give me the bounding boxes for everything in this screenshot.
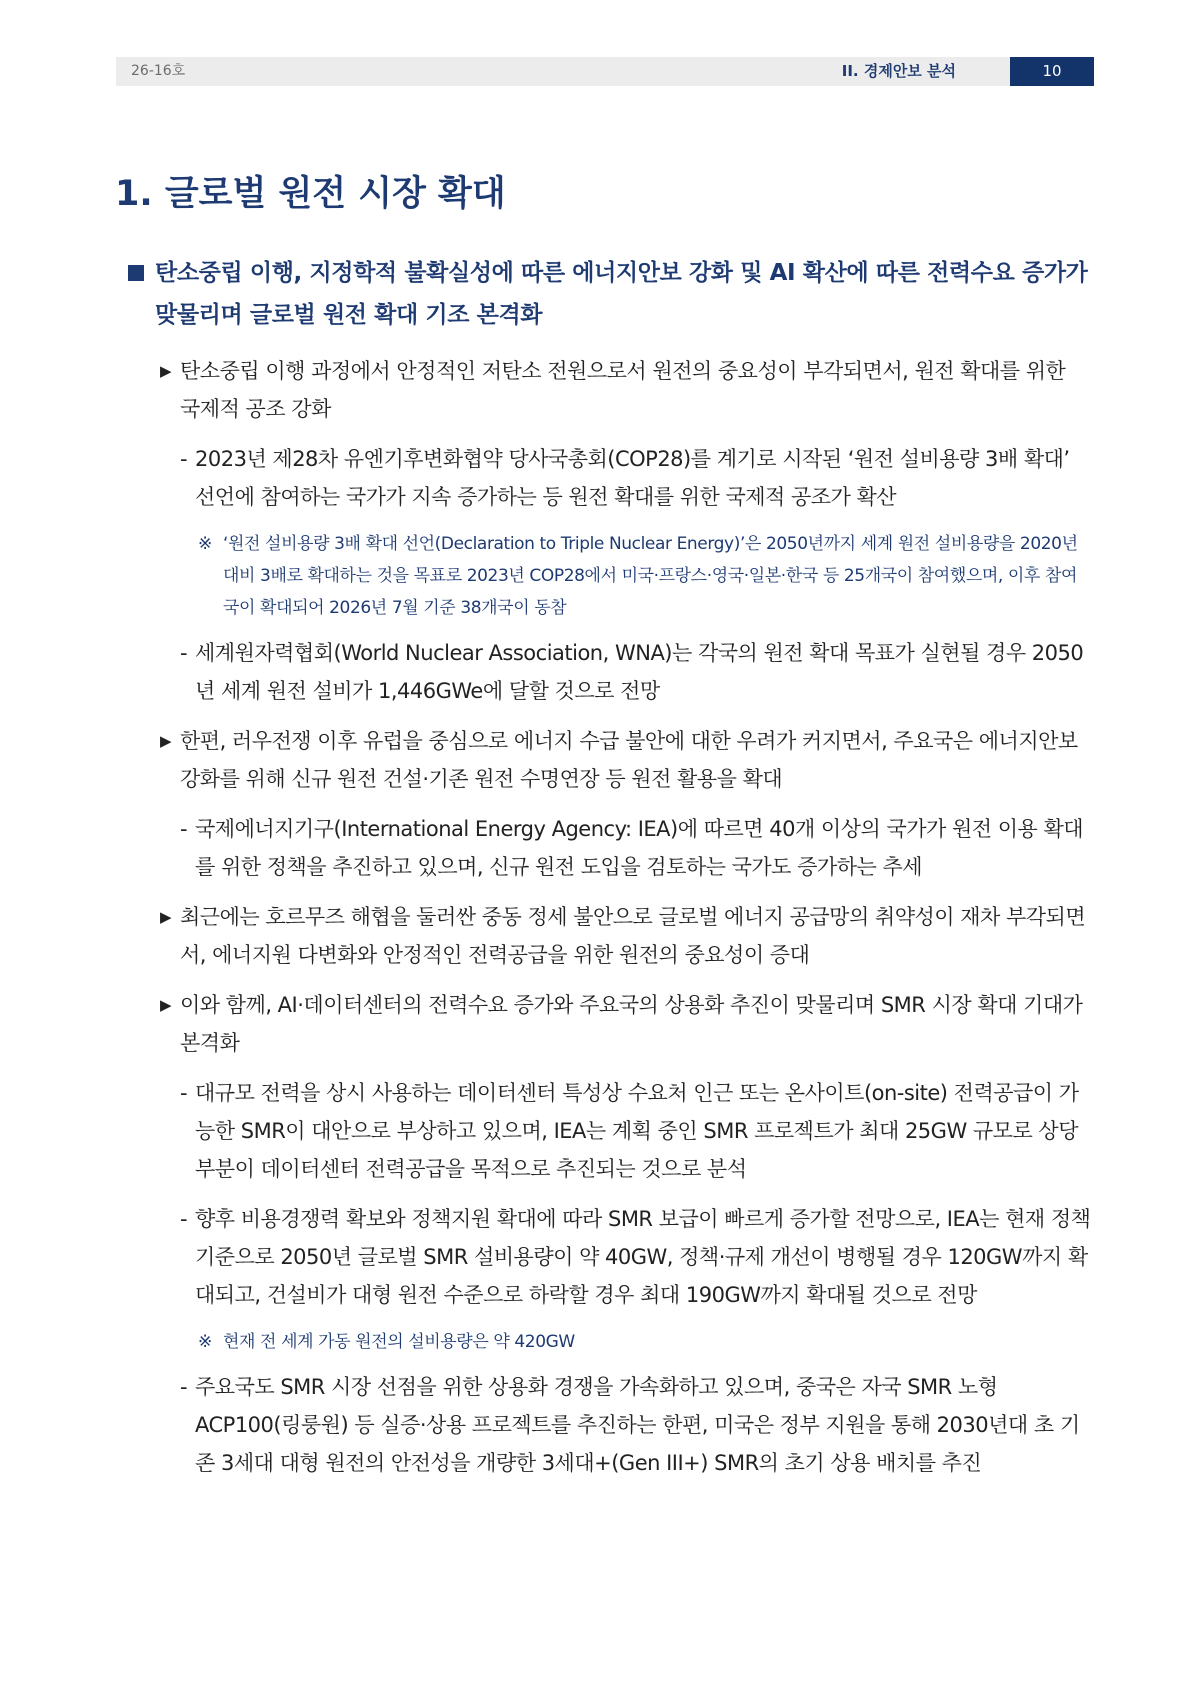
triangle-bullet-icon: ▶ [160, 362, 172, 380]
triangle-bullet-icon: ▶ [160, 996, 172, 1014]
sub-item [180, 440, 1092, 516]
issue-number: 26-16호 [131, 63, 186, 79]
note-item-text: 현재 전 세계 가동 원전의 설비용량은 약 420GW [223, 1332, 575, 1352]
sub-item-text: 대규모 전력을 상시 사용하는 데이터센터 특성상 수요처 인근 또는 온사이트(on-site) 전력공급이 가능한 SMR이 대안으로 부상하고 있으며, IEA는 계획 중인 SMR 프로젝트가 최대 25GW 규모로 상당 부분이 데이터센터 전력공급을 목적으로 추진되는 것으로 분석 [195, 1081, 1079, 1181]
sub-item-text: 향후 비용경쟁력 확보와 정책지원 확대에 따라 SMR 보급이 빠르게 증가할 전망으로, IEA는 현재 정책 기준으로 2050년 글로벌 SMR 설비용량이 약 40GW, 정책·규제 개선이 병행될 경우 120GW까지 확대되고, 건설비가 대형 원전 수준으로 하락할 경우 최대 190GW까지 확대될 것으로 전망 [195, 1207, 1091, 1307]
dash-marker: - [180, 817, 188, 841]
note-item [198, 1326, 1092, 1358]
bullet-item [160, 898, 1090, 974]
dash-marker: - [180, 641, 188, 665]
page-title: 1. 글로벌 원전 시장 확대 [115, 174, 506, 214]
page-header [116, 57, 1094, 86]
dash-marker: - [180, 1207, 188, 1231]
sub-item [180, 1368, 1092, 1482]
reference-mark-icon: ※ [198, 1332, 212, 1352]
bullet-item-text: 탄소중립 이행 과정에서 안정적인 저탄소 전원으로서 원전의 중요성이 부각되면서, 원전 확대를 위한 국제적 공조 강화 [180, 359, 1066, 421]
section-heading-text: 탄소중립 이행, 지정학적 불확실성에 따른 에너지안보 강화 및 AI 확산에 따른 전력수요 증가가 맞물리며 글로벌 원전 확대 기조 본격화 [155, 260, 1088, 328]
dash-marker: - [180, 1375, 188, 1399]
body-content [0, 352, 1200, 1494]
bullet-item-text: 한편, 러우전쟁 이후 유럽을 중심으로 에너지 수급 불안에 대한 우려가 커지면서, 주요국은 에너지안보 강화를 위해 신규 원전 건설·기존 원전 수명연장 등 원전 활용을 확대 [180, 729, 1078, 791]
bullet-item-text: 이와 함께, AI·데이터센터의 전력수요 증가와 주요국의 상용화 추진이 맞물리며 SMR 시장 확대 기대가 본격화 [180, 993, 1083, 1055]
bullet-item [160, 986, 1090, 1062]
dash-marker: - [180, 447, 188, 471]
sub-item [180, 634, 1092, 710]
triangle-bullet-icon: ▶ [160, 908, 172, 926]
dash-marker: - [180, 1081, 188, 1105]
square-bullet-icon [128, 265, 144, 281]
bullet-item [160, 352, 1090, 428]
sub-item-text: 주요국도 SMR 시장 선점을 위한 상용화 경쟁을 가속화하고 있으며, 중국은 자국 SMR 노형 ACP100(링룽원) 등 실증·상용 프로젝트를 추진하는 한편, 미국은 정부 지원을 통해 2030년대 초 기존 3세대 대형 원전의 안전성을 개량한 3세대+(Gen III+) SMR의 초기 상용 배치를 추진 [195, 1375, 1080, 1475]
note-item [198, 528, 1092, 624]
sub-item-text: 2023년 제28차 유엔기후변화협약 당사국총회(COP28)를 계기로 시작된 ‘원전 설비용량 3배 확대’ 선언에 참여하는 국가가 지속 증가하는 등 원전 확대를 위한 국제적 공조가 확산 [195, 447, 1070, 509]
page-number: 10 [1010, 57, 1094, 86]
reference-mark-icon: ※ [198, 534, 212, 554]
section-heading [128, 252, 1088, 336]
section-title: II. 경제안보 분석 [841, 62, 956, 80]
triangle-bullet-icon: ▶ [160, 732, 172, 750]
bullet-item-text: 최근에는 호르무즈 해협을 둘러싼 중동 정세 불안으로 글로벌 에너지 공급망의 취약성이 재차 부각되면서, 에너지원 다변화와 안정적인 전력공급을 위한 원전의 중요성이 증대 [180, 905, 1086, 967]
sub-item [180, 810, 1092, 886]
note-item-text: ‘원전 설비용량 3배 확대 선언(Declaration to Triple Nuclear Energy)’은 2050년까지 세계 원전 설비용량을 2020년 대비 3배로 확대하는 것을 목표로 2023년 COP28에서 미국·프랑스·영국·일본·한국 등 25개국이 참여했으며, 이후 참여국이 확대되어 2026년 7월 기준 38개국이 동참 [223, 534, 1078, 618]
bullet-item [160, 722, 1090, 798]
sub-item-text: 세계원자력협회(World Nuclear Association, WNA)는 각국의 원전 확대 목표가 실현될 경우 2050년 세계 원전 설비가 1,446GWe에 달할 것으로 전망 [195, 641, 1084, 703]
sub-item [180, 1074, 1092, 1188]
sub-item-text: 국제에너지기구(International Energy Agency: IEA)에 따르면 40개 이상의 국가가 원전 이용 확대를 위한 정책을 추진하고 있으며, 신규 원전 도입을 검토하는 국가도 증가하는 추세 [195, 817, 1084, 879]
sub-item [180, 1200, 1092, 1314]
